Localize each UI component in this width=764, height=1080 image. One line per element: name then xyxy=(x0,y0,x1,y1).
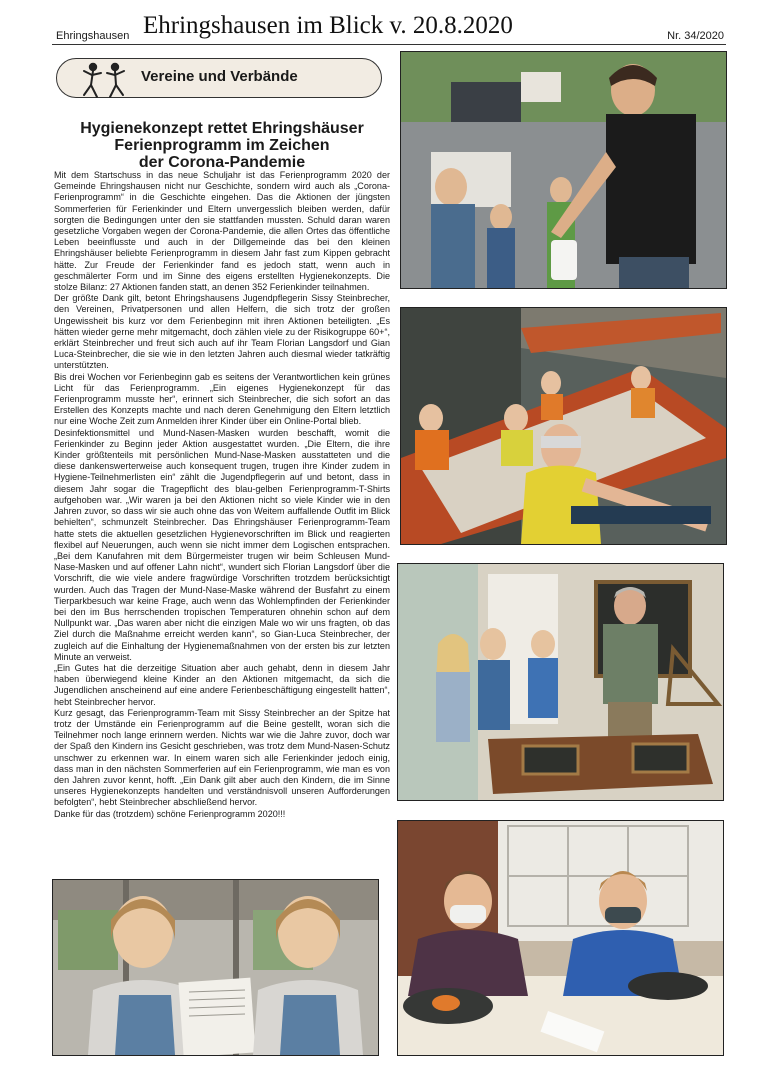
article-paragraph: Mit dem Startschuss in das neue Schuljahr ist das Ferienprogramm 2020 der Gemeinde Ehringshausen nicht nur Geschichte, sondern wird auch als „Corona-Ferienprogramm“ in die Geschichte eingehen. Das die Aktionen der jüngsten Sommerferien für Ferienkinder und Eltern unvergesslich bleiben werden, dafür sorgten die Bedingungen unter den sie stattfanden mussten. Schuld daran waren gesetzliche Vorgaben wegen der Corona-Pandemie, die allen Ortes das öffentliche Leben beeinflusste und auch in der Dillgemeinde das bei den kleinen Ehringshäuser beliebte Ferienprogramm in diesem Jahr fast zum Kippen gebracht hätte. Zur Freude der Ferienkinder fand es jedoch statt, wenn auch in geschmälerter Form und im Sinne des eigens erstellten Hygienekonzepts. Die stolze Bilanz: 27 Aktionen fanden statt, an denen 352 Ferienkinder teilnahmen. xyxy=(54,170,390,293)
article-paragraph: Bis drei Wochen vor Ferienbeginn gab es seitens der Verantwortlichen kein grünes Licht für das Ferienprogramm. „Ein eigenes Hygienekonzept für das Ferienprogramm musste her“, erinnert sich Steinbrecher, die sich sofort an das Erstellen des Konzepts machte und nach deren Genehmigung den Eltern letztlich nur eine Woche Zeit zum Anmelden ihrer Kinder über ein Online-Portal blieb. xyxy=(54,371,390,427)
article-paragraph: Der größte Dank gilt, betont Ehringshausens Jugendpflegerin Sissy Steinbrecher, den Vereinen, Privatpersonen und allen Helfern, die sich trotz der großen Ungewissheit bis kurz vor dem Ferienbeginn mit ihren Aktionen beteiligten. „Es hätten wieder gerne mehr mitgemacht, doch zählen viele zu der Risikogruppe 60+“, erklärt Steinbrecher und freut sich auch auf ihr Team Florian Langsdorf und Gian Luca-Steinbrecher, die sie wie in den letzten Jahren auch diesmal wieder tatkräftig unterstützten. xyxy=(54,293,390,371)
headline-line: der Corona-Pandemie xyxy=(138,154,306,171)
runners-icon xyxy=(79,61,129,105)
headline-line: Hygienekonzept rettet Ehringshäuser xyxy=(80,120,364,137)
article-body xyxy=(54,170,390,820)
photo-canoe-trip xyxy=(400,307,727,545)
article-paragraph: Danke für das (trotzdem) schöne Ferienprogramm 2020!!! xyxy=(54,808,286,819)
photo-old-classroom xyxy=(397,563,724,801)
article-paragraph: Desinfektionsmittel und Mund-Nasen-Masken wurden beschafft, womit die Ferienkinder zu Beginn jeder Aktion ausgestattet wurden. „Die Eltern, die ihre Kinder größtenteils mit persönlichen Mund-Nase-Masken ausstatteten und die diese dankenswerterweise auch konsequent trugen, trugen ihre Kinder zudem in Hygiene-Teilnehmerlisten ein“ zählt die Jugendpflegerin auf und betont, dass in diesem Jahr sogar die Tragepflicht des blau-gelben Ferienprogramm-T-Shirts aufgehoben war. „Wir waren ja bei den Aktionen nicht so viele Kinder wie in den Jahren zuvor, so dass wir sie auch ohne das von Weitem auffallende Outfit im Blick behielten“, schmunzelt Steinbrecher. Das Ehringshäuser Ferienprogramm-Team hatte stets die aktuellen gesetzlichen Hygienevorschriften im Blick und reagierten flexibel auf Neuerungen, auch wenn sie nicht immer dem Logischen entsprachen. „Bei dem Kanufahren mit dem Bürgermeister trugen wir beim Schleusen Mund-Nase-Masken und auf offener Lahn nicht“, wundert sich Florian Langsdorf über die Vorschrift, die wie viele andere fragwürdige Vorschriften trotzdem berücksichtigt wurden. Auch das Tragen der Mund-Nase-Maske während der Busfahrt zu einem Tierparkbesuch war keine Frage, auch wenn das Wohlempfinden der Ferienkinder bei den im Bus herrschenden tropischen Temperaturen ohnehin schon auf dem Nullpunkt war. „Das waren aber nicht die einzigen Male wo wir uns fragten, ob das Ziel durch die Maßnahme erreicht werden kann“, so Gian-Luca Steinbrecher, der zugleich auf die Einhaltung der Hygienemaßnahmen von der ersten bis zur letzten Minute an verweist. xyxy=(54,427,390,662)
photo-girls-certificate xyxy=(52,879,379,1056)
header-issue: Nr. 34/2020 xyxy=(667,30,724,42)
headline-line: Ferienprogramm im Zeichen xyxy=(114,137,330,154)
section-banner xyxy=(56,58,382,98)
article-paragraph: Kurz gesagt, das Ferienprogramm-Team mit Sissy Steinbrecher an der Spitze hat trotz der Umstände ein Ferienprogramm auf die Beine gestellt, woran sich die Teilnehmer noch lange erinnern werden. Nichts war wie die Jahre zuvor, doch war der Spaß den Kindern ins Gesicht geschrieben, was trotz dem Mund-Nasen-Schutz unschwer zu erkennen war. In einem waren sich alle Ferienkinder jedoch einig, dass man in den nächsten Sommerferien auf ein Ferienprogramm, wie man es von den Jahren zuvor kennt, hofft. „Ein Dank gilt aber auch den Kindern, die im Sinne unseres Hygienekonzepts handelten und verständnisvoll unseren Aufforderungen befolgten“, hebt Steinbrecher abschließend hervor. xyxy=(54,707,390,808)
photo-boys-crafting xyxy=(397,820,724,1056)
header-rule xyxy=(52,44,726,45)
section-label: Vereine und Verbände xyxy=(141,68,298,85)
header-title: Ehringshausen im Blick v. 20.8.2020 xyxy=(143,12,513,39)
article-paragraph: „Ein Gutes hat die derzeitige Situation aber auch gehabt, denn in diesem Jahr haben überwiegend kleine Kinder an den Aktionen mitgemacht, da sich die Jugendlichen anscheinend auf eine andere Ferienbeschäftigung eingestellt hatten“, hebt Steinbrecher hervor. xyxy=(54,662,390,707)
header-locality: Ehringshausen xyxy=(56,30,130,42)
article-headline xyxy=(54,120,390,171)
photo-hand-disinfection xyxy=(400,51,727,289)
